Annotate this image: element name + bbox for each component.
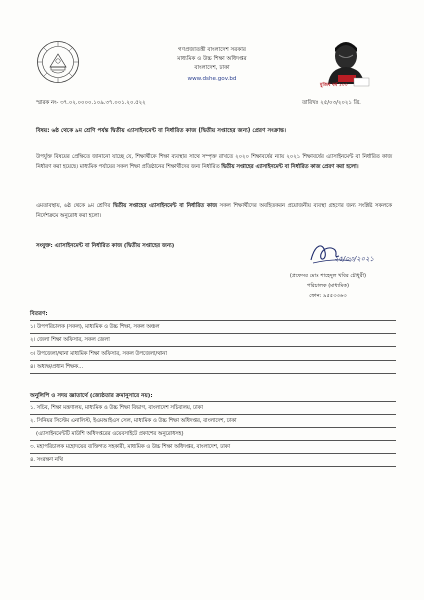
copies-rule xyxy=(30,401,396,402)
copies-item: ৪. সংরক্ষণ নথি xyxy=(30,457,63,463)
body-paragraph-1 xyxy=(36,152,392,172)
distribution-rule xyxy=(30,320,396,321)
body-paragraph-2 xyxy=(36,201,392,221)
distribution-label: বিতরণ: xyxy=(30,311,48,317)
copies-item: ৩. মহাপরিচালক মহোদয়ের ব্যক্তিগত সহকারী, মাধ্যমিক ও উচ্চ শিক্ষা অধিদপ্তর, বাংলাদেশ, ঢাকা xyxy=(30,444,230,450)
memo-date: তারিখঃ ২৫/০৩/২০২১ খ্রি. xyxy=(302,100,361,106)
signature-handwritten-date: ২৫/০৩/২০২১ xyxy=(334,255,374,263)
memo-number: স্মারক নং- ৩৭.০২.০০০০.১০৯.৩৭.০০১.২০.৫২২ xyxy=(36,100,146,106)
distribution-item: ৩। উপজেলা/থানা মাধ্যমিক শিক্ষা অফিসার, সকল উপজেলা/থানা xyxy=(30,351,167,357)
copies-item-note: (এ্যাসাইনমেন্টটি মাউশি অধিদপ্তরের ওয়েবসাইটে প্রকাশের অনুরোধসহ) xyxy=(36,431,184,437)
header-line-government: গণপ্রজাতন্ত্রী বাংলাদেশ সরকার xyxy=(178,47,246,53)
copies-rule xyxy=(30,427,396,428)
attachment-line: সংযুক্ত: এ্যাসাইনমেন্ট বা নির্ধারিত কাজ (দ্বিতীয় সপ্তাহের জন্য) xyxy=(36,243,175,249)
distribution-item: ৪। অধ্যক্ষ/প্রধান শিক্ষক... xyxy=(30,364,84,370)
distribution-rule xyxy=(30,360,396,361)
signatory-name: (প্রফেসর মোঃ শাহেদুল খবির চৌধুরী) xyxy=(289,273,367,279)
copies-rule xyxy=(30,453,396,454)
subject-line: বিষয়: ৬ষ্ঠ থেকে ৯ম শ্রেণি পর্যন্ত দ্বিতীয় এ্যাসাইনমেন্ট বা নির্ধারিত কাজ (দ্বিতীয় সপ্তাহের জন্য) প্রেরণ সংক্রান্ত। xyxy=(36,128,287,134)
header-website-link[interactable]: www.dshe.gov.bd xyxy=(187,76,237,82)
copies-rule xyxy=(30,414,396,415)
mujib-borsho-logo-text: মুজিব বর্ষ ১০০ xyxy=(320,83,348,88)
header-line-location: বাংলাদেশ, ঢাকা xyxy=(194,65,230,71)
copies-item: ২. সিনিয়র সিস্টেম এনালিস্ট, ইএমআইএস সেল, মাধ্যমিক ও উচ্চ শিক্ষা অধিদপ্তর, বাংলাদেশ, ঢাকা xyxy=(30,418,237,424)
body-paragraph-2-text-a: এমতাবস্থায়, ৬ষ্ঠ থেকে ৯ম শ্রেণির xyxy=(36,203,111,209)
signatory-phone: ফোন: ৯৫৫৩৩৬৩ xyxy=(309,293,347,299)
copies-rule xyxy=(30,440,396,441)
header-line-directorate: মাধ্যমিক ও উচ্চ শিক্ষা অধিদপ্তর xyxy=(177,56,247,62)
body-paragraph-1-emphasis: দ্বিতীয় সপ্তাহের এ্যাসাইনমেন্ট বা নির্ধারিত কাজ প্রেরণ করা হলো। xyxy=(221,164,359,170)
signatory-title: পরিচালক (মাধ্যমিক) xyxy=(306,283,350,289)
copies-rule xyxy=(30,466,396,467)
body-paragraph-2-emphasis: দ্বিতীয় সপ্তাহের এ্যাসাইনমেন্ট বা নির্ধারিত কাজ xyxy=(112,203,217,209)
body-paragraph-1-text: উপর্যুক্ত বিষয়ের প্রেক্ষিতে জানানো যাচ্ছে যে, শিক্ষার্থীকে শিক্ষা ব্যবস্থার সাথে সম্পৃক্ত রাখতে ২০২০ শিক্ষাবর্ষের ন্যায় ২০২১ শিক্ষাবর্ষের এ্যাসাইনমেন্ট বা নির্ধারিত কাজ নির্ধারণ করা হয়েছে। মাধ্যমিক পর্যায়ের সকল শিক্ষা প্রতিষ্ঠানের শিক্ষার্থীদের জন্য নির্ধারিত xyxy=(36,154,392,170)
distribution-item: ১। উপপরিচালক (সকল), মাধ্যমিক ও উচ্চ শিক্ষা, সকল অঞ্চল xyxy=(30,324,160,330)
distribution-item: ২। জেলা শিক্ষা অফিসার, সকল জেলা xyxy=(30,337,110,343)
copies-item: ১. সচিব, শিক্ষা মন্ত্রণালয়, মাধ্যমিক ও উচ্চ শিক্ষা বিভাগ, বাংলাদেশ সচিবালয়, ঢাকা xyxy=(30,405,203,411)
copies-label: অনুলিপি ও সদয় জ্ঞাতার্থে (জ্যেষ্ঠতার ক্রমানুসারে নয়): xyxy=(30,393,153,399)
distribution-rule xyxy=(30,333,396,334)
distribution-rule xyxy=(30,346,396,347)
distribution-rule xyxy=(30,373,396,374)
body-paragraph-2-text-b: সকল শিক্ষার্থীদের অবহিতকরন প্রয়োজনীয় ব্যবস্থা গ্রহণের জন্য সংশ্লিষ্ট সকলকে নির্দেশক্রমে অনুরোধ করা হলো। xyxy=(36,203,392,219)
